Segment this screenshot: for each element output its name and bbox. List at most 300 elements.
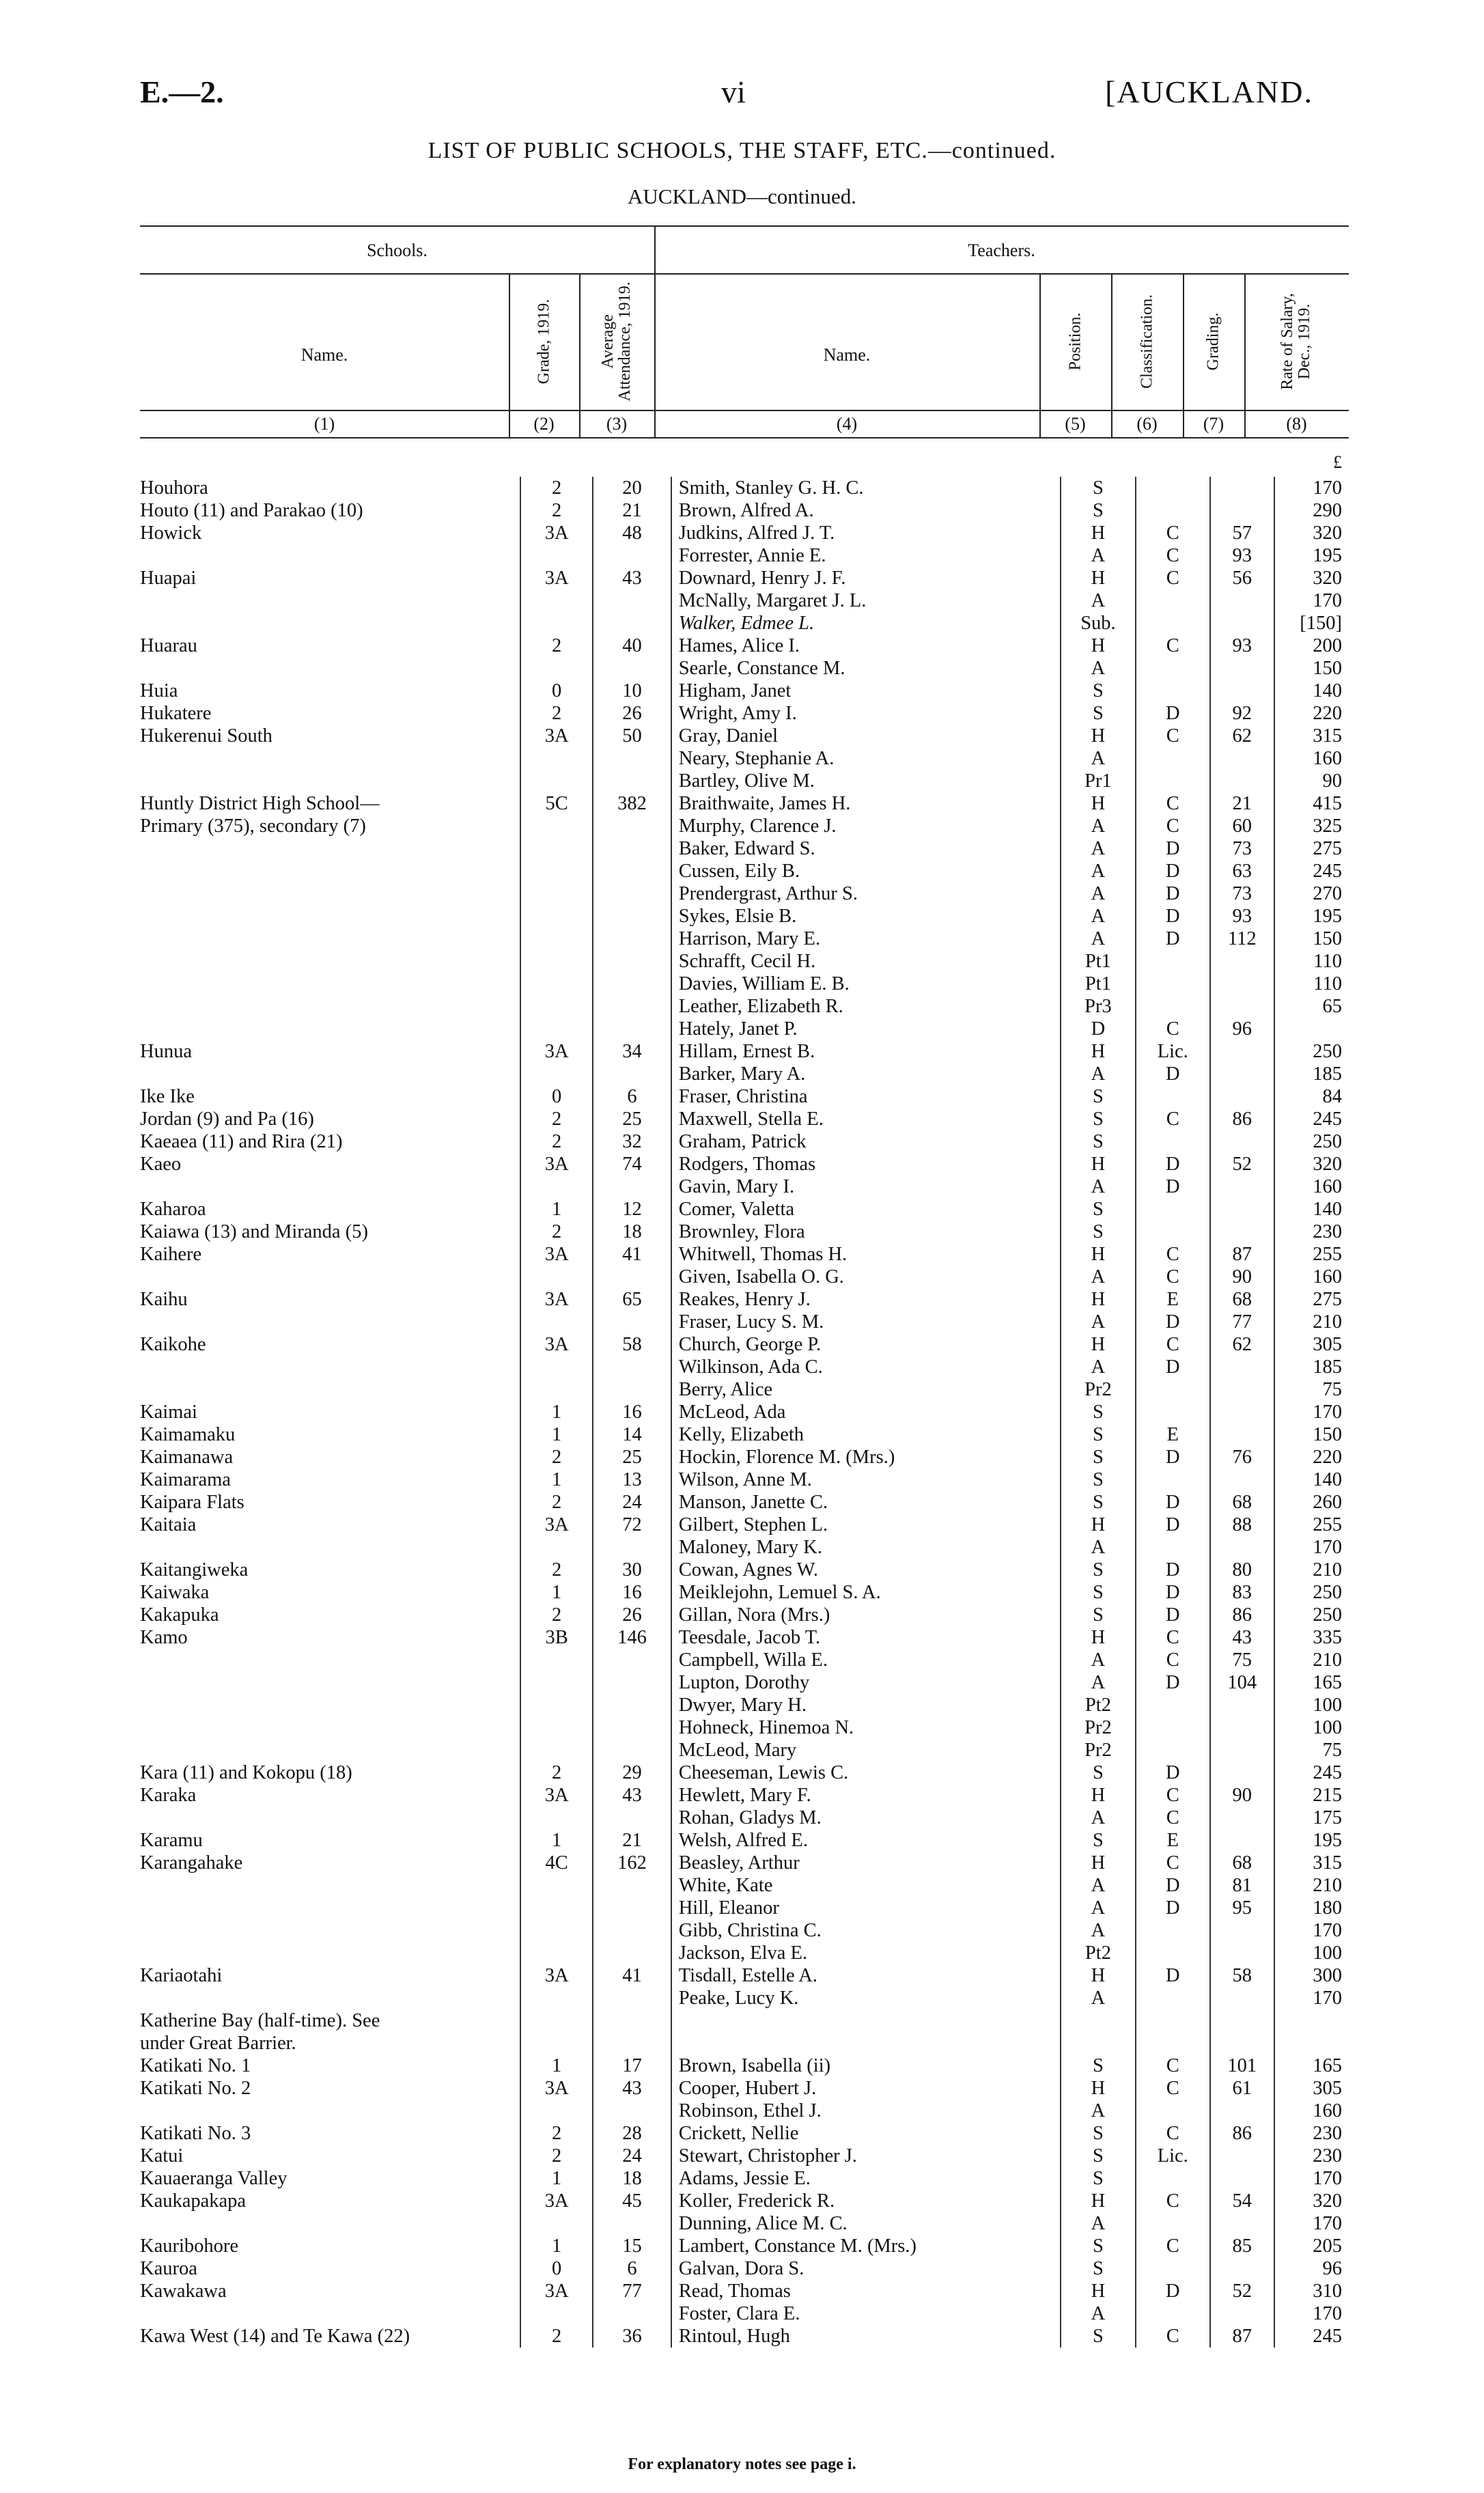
attendance-cell: 34 — [593, 1040, 671, 1063]
school-name-cell: Huia — [140, 680, 178, 701]
grade-cell: 1 — [520, 1829, 593, 1852]
grade-cell — [520, 1536, 593, 1559]
school-name-cell: Kariaotahi — [140, 1965, 223, 1986]
table-row — [140, 1514, 1349, 1536]
grading-cell — [1210, 1040, 1274, 1063]
grade-cell: 1 — [520, 1401, 593, 1423]
salary-cell: 275 — [1274, 837, 1349, 860]
position-cell: A — [1061, 544, 1135, 567]
position-cell: H — [1061, 1784, 1135, 1807]
classification-cell: C — [1136, 815, 1210, 837]
grade-cell — [520, 612, 593, 635]
teacher-name-cell: Foster, Clara E. — [671, 2302, 1061, 2325]
position-cell: S — [1061, 1761, 1135, 1784]
school-name-cell: Karaka — [140, 1785, 197, 1806]
school-name-cell — [140, 905, 520, 928]
attendance-cell — [593, 928, 671, 950]
attendance-cell: 13 — [593, 1468, 671, 1491]
position-cell: S — [1061, 2122, 1135, 2145]
grade-cell: 3A — [520, 1040, 593, 1063]
vrule-c2 — [509, 273, 510, 437]
salary-cell: 170 — [1274, 1401, 1349, 1423]
teacher-name-cell — [671, 2032, 1061, 2055]
school-name-cell — [140, 2100, 520, 2122]
table-row — [140, 1694, 1349, 1716]
grade-cell: 3A — [520, 522, 593, 544]
table-row — [140, 1040, 1349, 1063]
attendance-cell: 45 — [593, 2190, 671, 2212]
grading-cell: 85 — [1210, 2235, 1274, 2257]
position-cell: S — [1061, 2055, 1135, 2077]
grading-cell: 101 — [1210, 2055, 1274, 2077]
table-row — [140, 837, 1349, 860]
salary-cell: 170 — [1274, 2302, 1349, 2325]
grade-cell: 1 — [520, 2055, 593, 2077]
teacher-name-cell: Sykes, Elsie B. — [671, 905, 1061, 928]
position-cell: S — [1061, 1221, 1135, 1243]
grade-cell: 3A — [520, 1243, 593, 1266]
attendance-cell — [593, 1739, 671, 1761]
group-schools: Schools. — [367, 240, 428, 260]
position-cell: Pr1 — [1061, 770, 1135, 792]
attendance-cell — [593, 905, 671, 928]
classification-cell — [1136, 1987, 1210, 2009]
classification-cell: C — [1136, 2190, 1210, 2212]
rule-colnum — [140, 410, 1349, 411]
attendance-cell: 25 — [593, 1108, 671, 1130]
salary-cell: 215 — [1274, 1784, 1349, 1807]
teacher-name-cell: Walker, Edmee L. — [671, 612, 1061, 635]
grade-cell — [520, 1378, 593, 1401]
position-cell: S — [1061, 1581, 1135, 1604]
classification-cell: D — [1136, 2280, 1210, 2302]
position-cell — [1061, 2009, 1135, 2032]
position-cell: A — [1061, 1356, 1135, 1378]
grading-cell: 93 — [1210, 635, 1274, 657]
table-row — [140, 1874, 1349, 1897]
table-row — [140, 1378, 1349, 1401]
school-name-cell — [140, 612, 520, 635]
school-name-cell — [140, 860, 520, 882]
position-cell: S — [1061, 1604, 1135, 1626]
table-row — [140, 2212, 1349, 2235]
classification-cell: C — [1136, 635, 1210, 657]
salary-cell: 195 — [1274, 544, 1349, 567]
teacher-name-cell: Gray, Daniel — [671, 725, 1061, 747]
table-row — [140, 2145, 1349, 2167]
attendance-cell — [593, 1987, 671, 2009]
position-cell: S — [1061, 1829, 1135, 1852]
attendance-cell — [593, 860, 671, 882]
classification-cell — [1136, 747, 1210, 770]
attendance-cell — [593, 770, 671, 792]
position-cell: H — [1061, 1964, 1135, 1987]
attendance-cell — [593, 815, 671, 837]
teacher-name-cell: Crickett, Nellie — [671, 2122, 1061, 2145]
school-name-cell: Kaimai — [140, 1402, 197, 1423]
classification-cell — [1136, 612, 1210, 635]
school-name-cell — [140, 1356, 520, 1378]
grading-cell: 73 — [1210, 882, 1274, 905]
table-row — [140, 1468, 1349, 1491]
school-name-cell — [140, 1919, 520, 1942]
attendance-cell — [593, 1018, 671, 1040]
classification-cell — [1136, 1378, 1210, 1401]
salary-cell: 160 — [1274, 747, 1349, 770]
teacher-name-cell: Smith, Stanley G. H. C. — [671, 477, 1061, 499]
attendance-cell: 21 — [593, 499, 671, 522]
classification-cell: Lic. — [1136, 1040, 1210, 1063]
teacher-name-cell: Higham, Janet — [671, 680, 1061, 702]
colnum-1: (1) — [313, 414, 335, 434]
attendance-cell: 28 — [593, 2122, 671, 2145]
grade-cell — [520, 2032, 593, 2055]
table-row — [140, 2009, 1349, 2032]
school-name-cell — [140, 882, 520, 905]
teacher-name-cell: Rintoul, Hugh — [671, 2325, 1061, 2348]
table-row — [140, 635, 1349, 657]
grade-cell — [520, 2009, 593, 2032]
salary-cell: 170 — [1274, 2167, 1349, 2190]
table-row — [140, 477, 1349, 499]
table-row — [140, 702, 1349, 725]
school-name-cell: Kaeaea (11) and Rira (21) — [140, 1131, 343, 1152]
position-cell: H — [1061, 1626, 1135, 1649]
position-cell: S — [1061, 1446, 1135, 1468]
classification-cell: C — [1136, 1626, 1210, 1649]
grading-cell: 56 — [1210, 567, 1274, 589]
teacher-name-cell: Prendergrast, Arthur S. — [671, 882, 1061, 905]
attendance-cell — [593, 1649, 671, 1671]
attendance-cell: 43 — [593, 1784, 671, 1807]
position-cell: A — [1061, 1919, 1135, 1942]
classification-cell: D — [1136, 1153, 1210, 1175]
colnum-6: (6) — [1136, 414, 1158, 434]
grade-cell: 2 — [520, 1221, 593, 1243]
salary-cell: 230 — [1274, 1221, 1349, 1243]
classification-cell: D — [1136, 1874, 1210, 1897]
grade-cell: 0 — [520, 2257, 593, 2280]
grade-cell: 1 — [520, 1423, 593, 1446]
classification-cell — [1136, 2257, 1210, 2280]
attendance-cell — [593, 589, 671, 612]
classification-cell: C — [1136, 1807, 1210, 1829]
grading-cell: 73 — [1210, 837, 1274, 860]
attendance-cell — [593, 544, 671, 567]
classification-cell: D — [1136, 882, 1210, 905]
salary-cell: 205 — [1274, 2235, 1349, 2257]
grade-cell: 3A — [520, 1333, 593, 1356]
classification-cell: C — [1136, 1108, 1210, 1130]
classification-cell: D — [1136, 1491, 1210, 1514]
rule-top — [140, 225, 1349, 227]
teacher-name-cell: Fraser, Lucy S. M. — [671, 1311, 1061, 1333]
school-name-cell — [140, 837, 520, 860]
col-position: Position. — [1066, 312, 1084, 371]
school-name-cell: Kawakawa — [140, 2281, 227, 2302]
teacher-name-cell: Meiklejohn, Lemuel S. A. — [671, 1581, 1061, 1604]
table-row — [140, 1446, 1349, 1468]
grade-cell: 1 — [520, 1581, 593, 1604]
school-name-cell: Houhora — [140, 477, 208, 499]
grading-cell — [1210, 589, 1274, 612]
classification-cell — [1136, 1401, 1210, 1423]
table-row — [140, 1536, 1349, 1559]
grade-cell: 1 — [520, 1468, 593, 1491]
grading-cell: 52 — [1210, 1153, 1274, 1175]
school-name-cell: Kaimarama — [140, 1469, 231, 1490]
grade-cell: 0 — [520, 1085, 593, 1108]
salary-cell: 415 — [1274, 792, 1349, 815]
classification-cell: C — [1136, 792, 1210, 815]
classification-cell — [1136, 1739, 1210, 1761]
classification-cell: D — [1136, 702, 1210, 725]
school-name-cell: Katherine Bay (half-time). See — [140, 2010, 380, 2031]
salary-cell: 170 — [1274, 477, 1349, 499]
school-name-cell: Hukerenui South — [140, 725, 272, 747]
salary-cell: 160 — [1274, 1175, 1349, 1198]
school-name-cell — [140, 995, 520, 1018]
region-label: [AUCKLAND. — [1105, 74, 1313, 109]
grading-cell: 68 — [1210, 1852, 1274, 1874]
col-grading: Grading. — [1204, 312, 1222, 371]
grading-cell — [1210, 1063, 1274, 1085]
salary-cell: 75 — [1274, 1739, 1349, 1761]
position-cell: S — [1061, 1108, 1135, 1130]
table-row — [140, 499, 1349, 522]
salary-cell: 220 — [1274, 1446, 1349, 1468]
grading-cell: 88 — [1210, 1514, 1274, 1536]
school-name-cell: under Great Barrier. — [140, 2033, 296, 2054]
attendance-cell — [593, 1897, 671, 1919]
grade-cell: 0 — [520, 680, 593, 702]
classification-cell — [1136, 1919, 1210, 1942]
position-cell: A — [1061, 1987, 1135, 2009]
teacher-name-cell: Reakes, Henry J. — [671, 1288, 1061, 1311]
attendance-cell: 43 — [593, 2077, 671, 2100]
teacher-name-cell: Wright, Amy I. — [671, 702, 1061, 725]
grade-cell: 2 — [520, 1130, 593, 1153]
position-cell: S — [1061, 1401, 1135, 1423]
position-cell: A — [1061, 2302, 1135, 2325]
classification-cell — [1136, 1536, 1210, 1559]
teacher-name-cell: McLeod, Ada — [671, 1401, 1061, 1423]
school-name-cell: Kaiwaka — [140, 1582, 210, 1603]
salary-cell: 230 — [1274, 2145, 1349, 2167]
grade-cell: 2 — [520, 2325, 593, 2348]
attendance-cell: 40 — [593, 635, 671, 657]
grading-cell: 86 — [1210, 1108, 1274, 1130]
table-row — [140, 1401, 1349, 1423]
teacher-name-cell: Rohan, Gladys M. — [671, 1807, 1061, 1829]
position-cell: H — [1061, 567, 1135, 589]
school-name-cell — [140, 973, 520, 995]
table-row — [140, 2077, 1349, 2100]
colnum-8: (8) — [1286, 414, 1307, 434]
classification-cell: C — [1136, 725, 1210, 747]
position-cell: H — [1061, 1514, 1135, 1536]
grading-cell: 86 — [1210, 2122, 1274, 2145]
position-cell: H — [1061, 1040, 1135, 1063]
position-cell: S — [1061, 1085, 1135, 1108]
teacher-name-cell: Given, Isabella O. G. — [671, 1266, 1061, 1288]
school-name-cell: Katikati No. 3 — [140, 2123, 251, 2144]
position-cell: H — [1061, 1333, 1135, 1356]
table-row — [140, 2325, 1349, 2348]
teacher-name-cell: Baker, Edward S. — [671, 837, 1061, 860]
teacher-name-cell: Murphy, Clarence J. — [671, 815, 1061, 837]
table-row — [140, 612, 1349, 635]
table-row — [140, 1333, 1349, 1356]
classification-cell: D — [1136, 905, 1210, 928]
table-row — [140, 522, 1349, 544]
teacher-name-cell: Leather, Elizabeth R. — [671, 995, 1061, 1018]
classification-cell — [1136, 2167, 1210, 2190]
table-row — [140, 1761, 1349, 1784]
grade-cell: 2 — [520, 2145, 593, 2167]
table-row — [140, 2302, 1349, 2325]
position-cell: S — [1061, 1198, 1135, 1221]
classification-cell: C — [1136, 2325, 1210, 2348]
grading-cell — [1210, 499, 1274, 522]
attendance-cell — [593, 1063, 671, 1085]
grade-cell: 2 — [520, 1559, 593, 1581]
salary-cell: 210 — [1274, 1311, 1349, 1333]
teacher-name-cell: Barker, Mary A. — [671, 1063, 1061, 1085]
attendance-cell — [593, 2009, 671, 2032]
colnum-7: (7) — [1203, 414, 1224, 434]
table-row — [140, 1018, 1349, 1040]
salary-cell: 170 — [1274, 1987, 1349, 2009]
teacher-name-cell: Hewlett, Mary F. — [671, 1784, 1061, 1807]
grading-cell: 104 — [1210, 1671, 1274, 1694]
attendance-cell — [593, 950, 671, 973]
colnum-5: (5) — [1065, 414, 1086, 434]
table-row — [140, 1085, 1349, 1108]
position-cell: Pr2 — [1061, 1716, 1135, 1739]
attendance-cell — [593, 612, 671, 635]
grade-cell: 2 — [520, 2122, 593, 2145]
position-cell: S — [1061, 1491, 1135, 1514]
grade-cell: 2 — [520, 477, 593, 499]
grading-cell: 92 — [1210, 702, 1274, 725]
grading-cell: 68 — [1210, 1288, 1274, 1311]
attendance-cell: 77 — [593, 2280, 671, 2302]
salary-cell: 320 — [1274, 2190, 1349, 2212]
table-row — [140, 2257, 1349, 2280]
grade-cell: 2 — [520, 499, 593, 522]
grading-cell — [1210, 1739, 1274, 1761]
grading-cell: 54 — [1210, 2190, 1274, 2212]
grading-cell: 81 — [1210, 1874, 1274, 1897]
attendance-cell — [593, 1807, 671, 1829]
school-name-cell — [140, 1807, 520, 1829]
grade-cell: 2 — [520, 635, 593, 657]
salary-cell — [1274, 1018, 1349, 1040]
school-name-cell: Kawa West (14) and Te Kawa (22) — [140, 2326, 410, 2347]
col-school-name: Name. — [300, 345, 348, 365]
rule-groups — [140, 273, 1349, 275]
grading-cell — [1210, 1175, 1274, 1198]
position-cell: H — [1061, 1243, 1135, 1266]
grade-cell: 3A — [520, 1964, 593, 1987]
grading-cell — [1210, 770, 1274, 792]
teacher-name-cell: Searle, Constance M. — [671, 657, 1061, 680]
position-cell: A — [1061, 1671, 1135, 1694]
attendance-cell: 20 — [593, 477, 671, 499]
salary-cell: 335 — [1274, 1626, 1349, 1649]
position-cell: S — [1061, 1423, 1135, 1446]
grade-cell: 1 — [520, 2235, 593, 2257]
grade-cell — [520, 2212, 593, 2235]
grade-cell: 2 — [520, 1108, 593, 1130]
table-row — [140, 905, 1349, 928]
position-cell: S — [1061, 2145, 1135, 2167]
grading-cell — [1210, 1221, 1274, 1243]
position-cell: Pr3 — [1061, 995, 1135, 1018]
classification-cell: C — [1136, 2077, 1210, 2100]
col-teacher-name: Name. — [823, 345, 871, 365]
classification-cell — [1136, 1130, 1210, 1153]
col-grade: Grade, 1919. — [535, 298, 553, 385]
attendance-cell: 41 — [593, 1964, 671, 1987]
attendance-cell — [593, 1175, 671, 1198]
teacher-name-cell: Whitwell, Thomas H. — [671, 1243, 1061, 1266]
classification-cell — [1136, 657, 1210, 680]
teacher-name-cell: Jackson, Elva E. — [671, 1942, 1061, 1964]
grade-cell: 3A — [520, 1153, 593, 1175]
table-row — [140, 1198, 1349, 1221]
salary-cell: 200 — [1274, 635, 1349, 657]
grade-cell — [520, 747, 593, 770]
classification-cell — [1136, 995, 1210, 1018]
grading-cell — [1210, 2009, 1274, 2032]
grading-cell: 21 — [1210, 792, 1274, 815]
attendance-cell — [593, 747, 671, 770]
teacher-name-cell: Tisdall, Estelle A. — [671, 1964, 1061, 1987]
teacher-name-cell: Read, Thomas — [671, 2280, 1061, 2302]
attendance-cell — [593, 1671, 671, 1694]
grading-cell — [1210, 1536, 1274, 1559]
rule-header-bottom — [140, 437, 1349, 438]
teacher-name-cell: Peake, Lucy K. — [671, 1987, 1061, 2009]
salary-cell: 300 — [1274, 1964, 1349, 1987]
teacher-name-cell: Church, George P. — [671, 1333, 1061, 1356]
classification-cell — [1136, 589, 1210, 612]
attendance-cell: 162 — [593, 1852, 671, 1874]
salary-cell: 305 — [1274, 2077, 1349, 2100]
teacher-name-cell: Berry, Alice — [671, 1378, 1061, 1401]
salary-cell: 100 — [1274, 1694, 1349, 1716]
school-name-cell — [140, 1311, 520, 1333]
classification-cell: D — [1136, 1604, 1210, 1626]
salary-cell: 195 — [1274, 1829, 1349, 1852]
attendance-cell: 18 — [593, 2167, 671, 2190]
page-subtitle: AUCKLAND—continued. — [628, 184, 856, 208]
classification-cell — [1136, 1221, 1210, 1243]
school-name-cell — [140, 1649, 520, 1671]
table-row — [140, 2167, 1349, 2190]
attendance-cell — [593, 657, 671, 680]
classification-cell: D — [1136, 1356, 1210, 1378]
attendance-cell — [593, 1356, 671, 1378]
table-row — [140, 2235, 1349, 2257]
grading-cell — [1210, 973, 1274, 995]
school-name-cell — [140, 1175, 520, 1198]
school-name-cell — [140, 2302, 520, 2325]
salary-cell: 325 — [1274, 815, 1349, 837]
salary-cell: 260 — [1274, 1491, 1349, 1514]
